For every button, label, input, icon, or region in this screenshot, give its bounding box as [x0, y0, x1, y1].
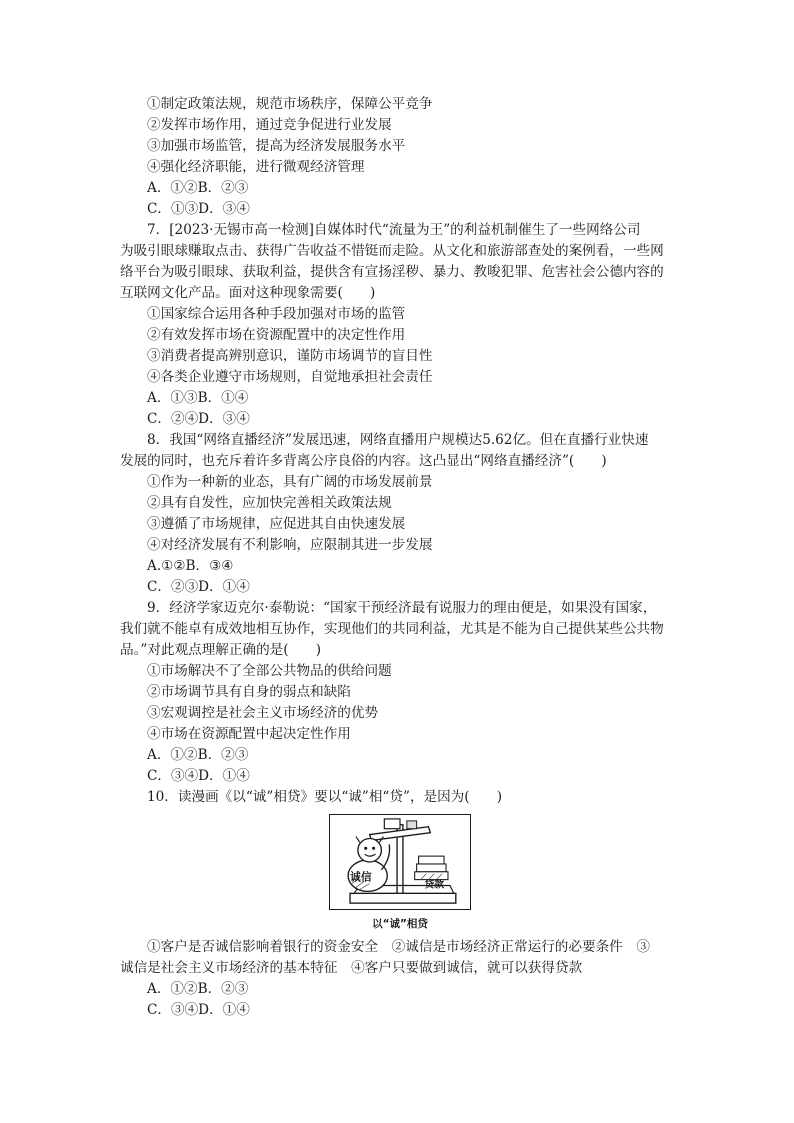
q9-stem-line-1: 9．经济学家迈克尔·泰勒说：“国家干预经济最有说服力的理由便是，如果没有国家，: [147, 600, 657, 616]
q8-option-1: ①作为一种新的业态，具有广阔的市场发展前景: [147, 474, 433, 490]
q9-option-1: ①市场解决不了全部公共物品的供给问题: [147, 663, 392, 679]
q8-option-2: ②具有自发性，应加快完善相关政策法规: [147, 495, 392, 511]
q7-choices-cd: C．②④D．③④: [147, 411, 250, 427]
q10-figure: [120, 814, 680, 937]
q7-option-3: ③消费者提高辨别意识，谨防市场调节的盲目性: [147, 348, 433, 364]
q10-options-line-2: 诚信是社会主义市场经济的基本特征 ④客户只要做到诚信，就可以获得贷款: [120, 960, 583, 976]
q6-option-1: ①制定政策法规，规范市场秩序，保障公平竞争: [147, 96, 433, 112]
q8-choices-cd: C．②③D．①④: [147, 579, 250, 595]
q7-option-4: ④各类企业遵守市场规则，自觉地承担社会责任: [147, 369, 433, 385]
q7-stem-line-2: 为吸引眼球赚取点击、获得广告收益不惜铤而走险。从文化和旅游部查处的案例看，一些网: [120, 243, 664, 259]
q7-option-2: ②有效发挥市场在资源配置中的决定性作用: [147, 327, 406, 343]
sign-chengxin: 诚信: [350, 870, 372, 884]
q6-choices-cd: C．①③D．③④: [147, 201, 250, 217]
q7-stem-line-1: 7．[2023·无锡市高一检测]自媒体时代“流量为王”的利益机制催生了一些网络公司: [147, 222, 641, 238]
q7-stem-line-3: 络平台为吸引眼球、获取利益，提供含有宣扬淫秽、暴力、教唆犯罪、危害社会公德内容的: [120, 264, 664, 280]
q10-choices-cd: C．③④D．①④: [147, 1002, 250, 1018]
q9-choices-cd: C．③④D．①④: [147, 768, 250, 784]
q9-stem-line-3: 品。”对此观点理解正确的是( ): [120, 642, 322, 658]
q8-option-4: ④对经济发展有不利影响，应限制其进一步发展: [147, 537, 433, 553]
cartoon-scale-illustration: [329, 814, 471, 910]
q10-choices-ab: A．①②B．②③: [147, 981, 249, 997]
q8-stem-line-1: 8．我国“网络直播经济”发展迅速，网络直播用户规模达5.62亿。但在直播行业快速: [147, 432, 649, 448]
q10-options-line-1: ①客户是否诚信影响着银行的资金安全 ②诚信是市场经济正常运行的必要条件 ③: [147, 939, 650, 955]
q6-option-4: ④强化经济职能，进行微观经济管理: [147, 159, 365, 175]
content-column: [120, 94, 680, 1021]
q9-choices-ab: A．①②B．②③: [147, 747, 249, 763]
q9-option-4: ④市场在资源配置中起决定性作用: [147, 726, 351, 742]
q8-choices-ab: A.①②B．③④: [147, 558, 234, 574]
q6-option-3: ③加强市场监管，提高为经济发展服务水平: [147, 138, 406, 154]
q8-option-3: ③遵循了市场规律，应促进其自由快速发展: [147, 516, 406, 532]
q7-choices-ab: A．①③B．①④: [147, 390, 249, 406]
sign-daikuan: 贷款: [424, 879, 445, 891]
q8-stem-line-2: 发展的同时，也充斥着许多背离公序良俗的内容。这凸显出“网络直播经济”( ): [120, 453, 607, 469]
q9-stem-line-2: 我们就不能卓有成效地相互协作，实现他们的共同利益，尤其是不能为自己提供某些公共物: [120, 621, 664, 637]
q9-option-2: ②市场调节具有自身的弱点和缺陷: [147, 684, 351, 700]
q7-stem-line-4: 互联网文化产品。面对这种现象需要( ): [120, 285, 376, 301]
q10-stem: 10．读漫画《以“诚”相贷》要以“诚”相“贷”，是因为( ): [147, 789, 503, 805]
q9-option-3: ③宏观调控是社会主义市场经济的优势: [147, 705, 379, 721]
figure-caption: 以“诚”相贷: [372, 918, 428, 930]
q6-choices-ab: A．①②B．②③: [147, 180, 249, 196]
q6-option-2: ②发挥市场作用，通过竞争促进行业发展: [147, 117, 392, 133]
q7-option-1: ①国家综合运用各种手段加强对市场的监管: [147, 306, 406, 322]
